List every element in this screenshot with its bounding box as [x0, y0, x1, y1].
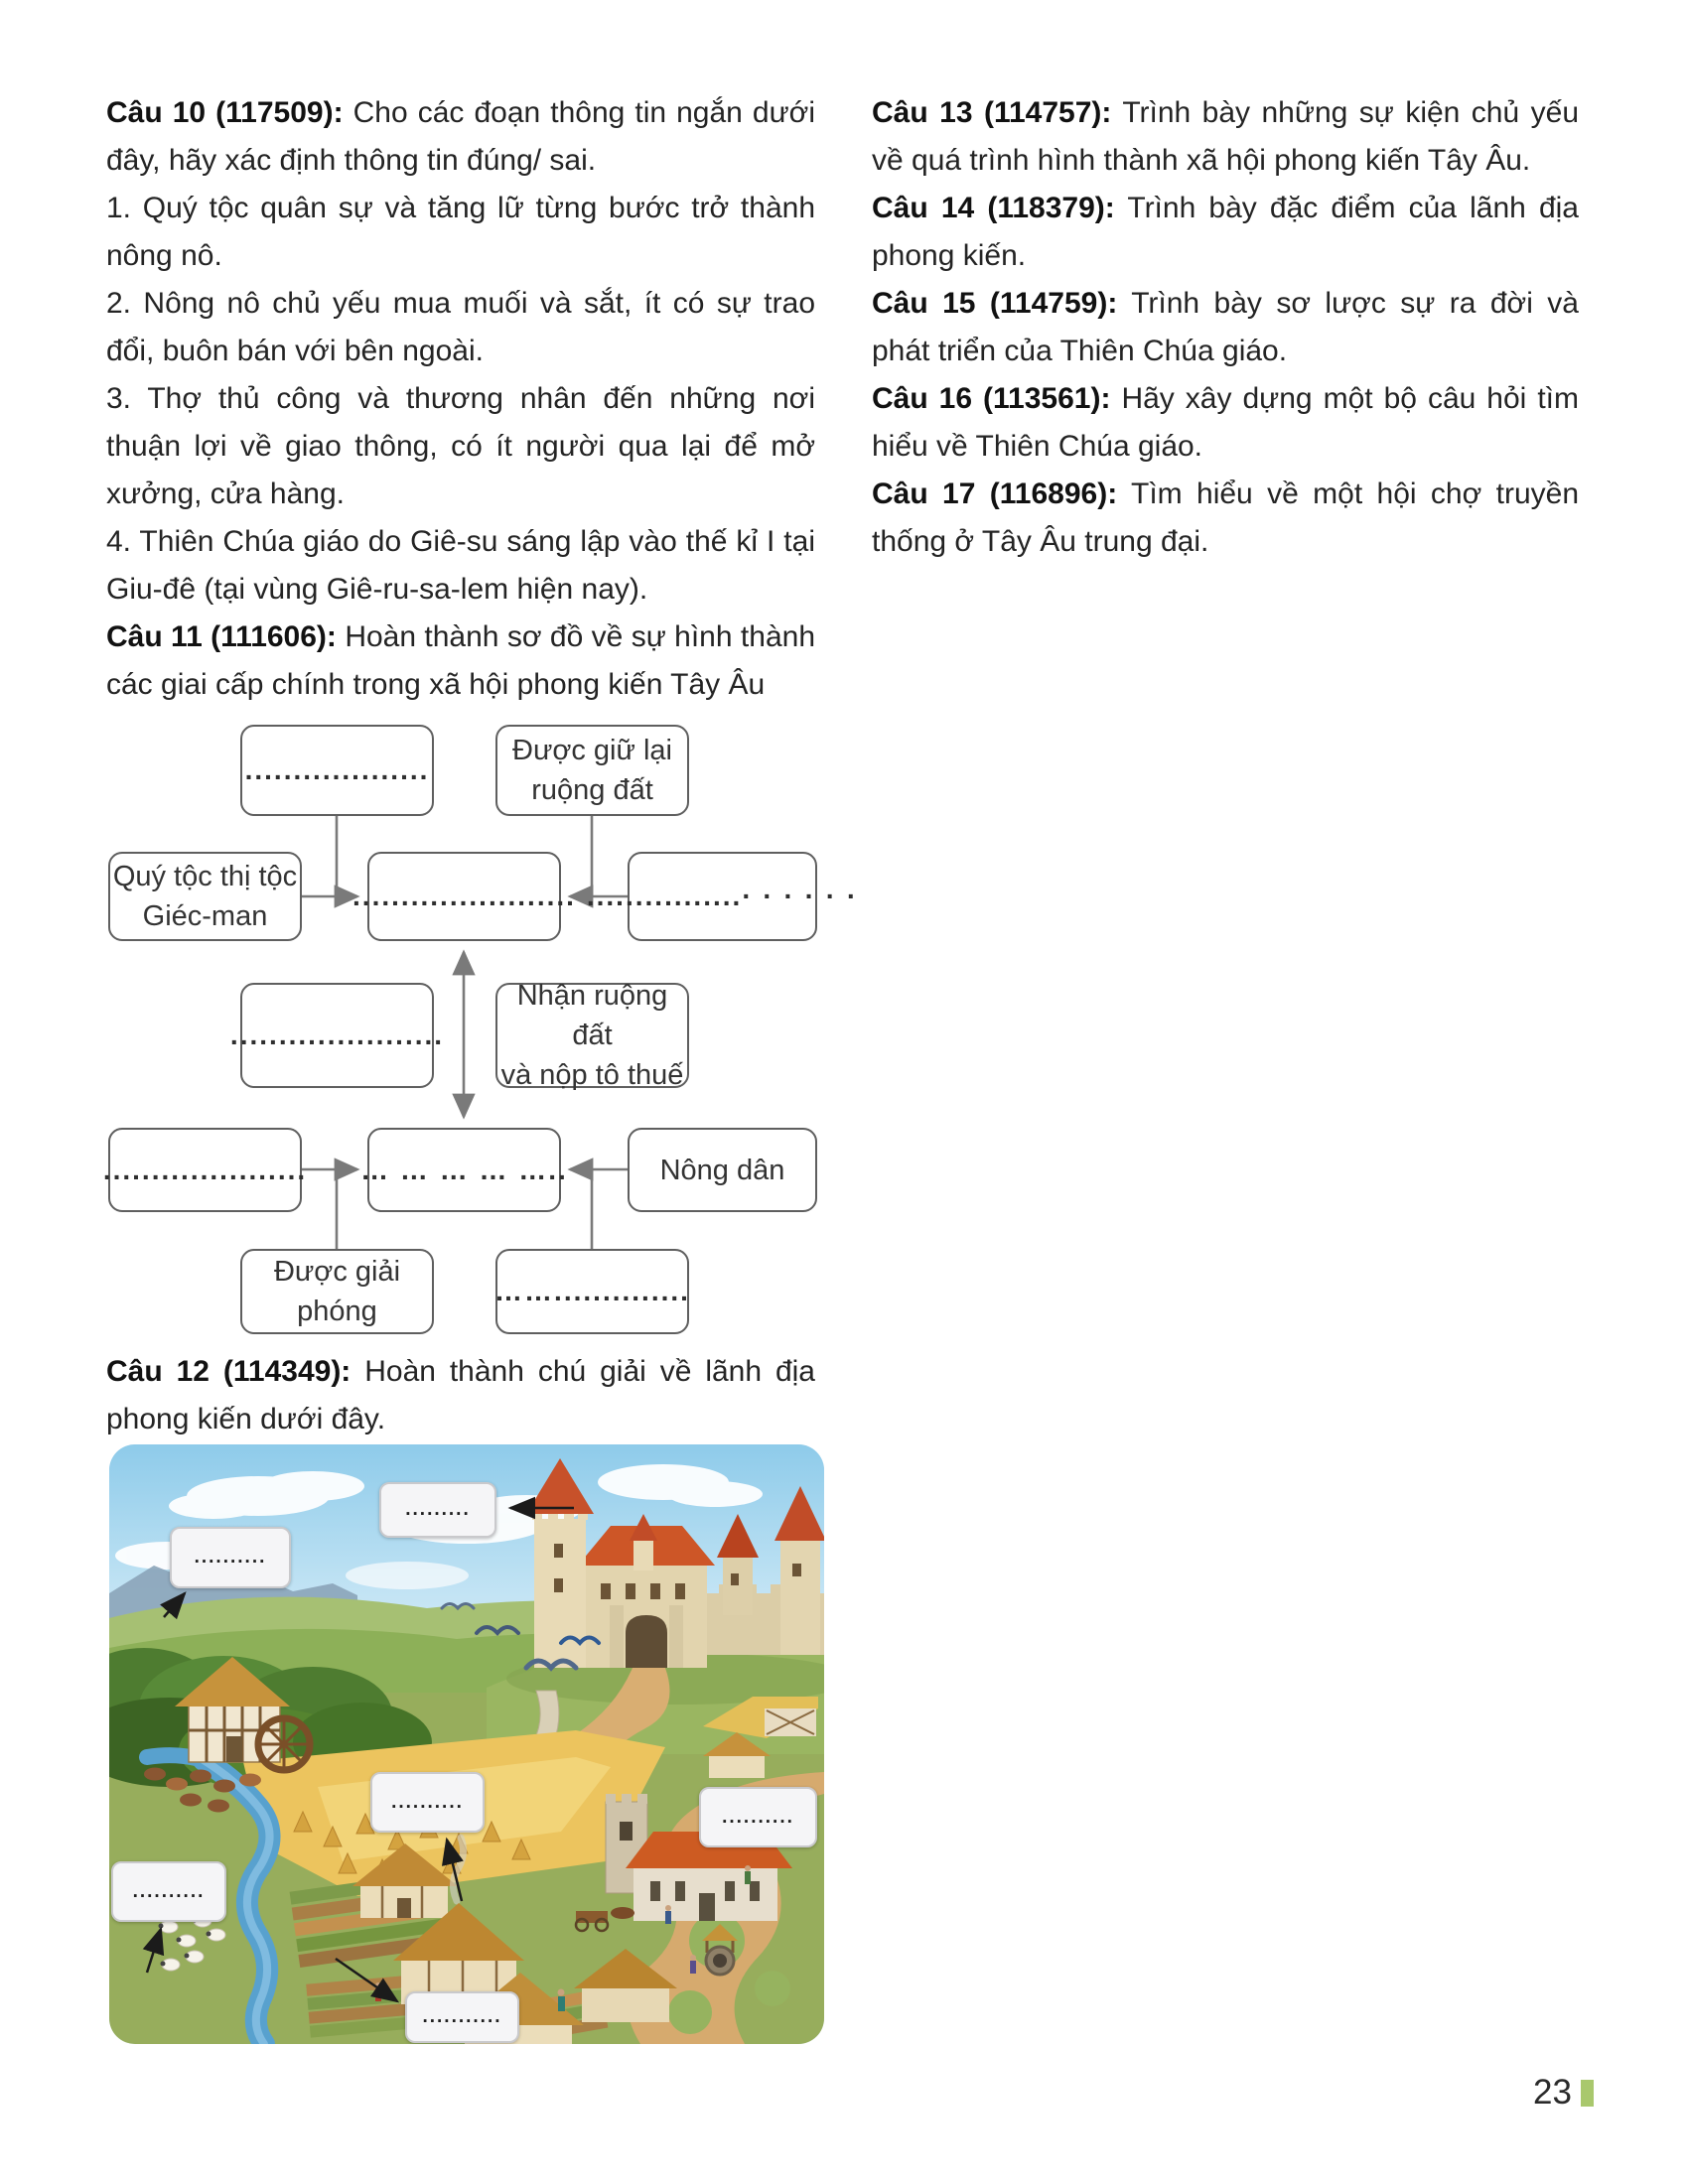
diagram-box-germanic-nobles: Quý tộc thị tộc Giéc-man: [108, 852, 302, 941]
q10-item-2: 2. Nông nô chủ yếu mua muối và sắt, ít có sự trao đổi, buôn bán với bên ngoài.: [106, 287, 815, 367]
question-10-label: Câu 10 (117509):: [106, 96, 344, 129]
question-12-block: [106, 1348, 815, 1443]
diagram-box-midleft-blank: ......................: [240, 983, 434, 1088]
diagram-box-botcenter-blank: … … … … …..: [367, 1128, 561, 1212]
question-11-label: Câu 11 (111606):: [106, 620, 337, 653]
question-14-label: Câu 14 (118379):: [872, 192, 1115, 224]
page-number-marker: [1581, 2080, 1594, 2107]
question-13: [872, 89, 1579, 185]
question-12-text: Hoàn thành chú giải về lãnh địa phong kiến dưới đây.: [106, 1355, 815, 1435]
q10-item-3: 3. Thợ thủ công và thương nhân đến những nơi thuận lợi về giao thông, có ít người qua lại để mở xưởng, cửa hàng.: [106, 382, 815, 510]
diagram-box-top-blank: ...................: [240, 725, 434, 816]
illustration-label-upper-left: ..........: [170, 1527, 291, 1588]
q10-item-1: 1. Quý tộc quân sự và tăng lữ từng bước trở thành nông nô.: [106, 192, 815, 272]
question-16-label: Câu 16 (113561):: [872, 382, 1111, 415]
manor-illustration: [109, 1444, 824, 2044]
question-14-text: Trình bày đặc điểm của lãnh địa phong kiến.: [872, 192, 1579, 272]
question-14: [872, 185, 1579, 280]
question-15-label: Câu 15 (114759):: [872, 287, 1118, 320]
question-16-text: Hãy xây dựng một bộ câu hỏi tìm hiểu về Thiên Chúa giáo.: [872, 382, 1579, 463]
left-column: [106, 89, 815, 709]
question-15: [872, 280, 1579, 375]
diagram-box-botleft-blank: .....................: [108, 1128, 302, 1212]
diagram-box-right-blank: ................· · · · · ·: [628, 852, 817, 941]
page-number-value: 23: [1533, 2073, 1572, 2112]
diagram-box-farmers: Nông dân: [628, 1128, 817, 1212]
q10-item-4: 4. Thiên Chúa giáo do Giê-su sáng lập vào thế kỉ I tại Giu-đê (tại vùng Giê-ru-sa-lem hiện nay).: [106, 525, 815, 606]
question-11: [106, 614, 815, 709]
question-10: [106, 89, 815, 185]
question-17-label: Câu 17 (116896):: [872, 478, 1118, 510]
question-13-text: Trình bày những sự kiện chủ yếu về quá trình hình thành xã hội phong kiến Tây Âu.: [872, 96, 1580, 177]
diagram-box-botright-blank: ……..............: [495, 1249, 689, 1334]
question-10-text: Cho các đoạn thông tin ngắn dưới đây, hãy xác định thông tin đúng/ sai.: [106, 96, 816, 177]
question-12-label: Câu 12 (114349):: [106, 1355, 352, 1388]
question-16: [872, 375, 1579, 471]
question-17: [872, 471, 1579, 566]
illustration-label-right: ..........: [699, 1787, 817, 1847]
class-formation-diagram: [102, 723, 859, 1340]
illustration-label-center: ..........: [370, 1772, 485, 1833]
question-13-label: Câu 13 (114757):: [872, 96, 1112, 129]
diagram-box-center-blank: .......................: [367, 852, 561, 941]
diagram-box-kept-land: Được giữ lại ruộng đất: [495, 725, 689, 816]
illustration-label-bottom: ...........: [405, 1991, 519, 2043]
illustration-label-left: ..........: [111, 1861, 226, 1922]
diagram-box-receive-land: Nhận ruộng đất và nộp tô thuế: [495, 983, 689, 1088]
question-15-text: Trình bày sơ lược sự ra đời và phát triển của Thiên Chúa giáo.: [872, 287, 1579, 367]
question-12: [106, 1348, 815, 1443]
diagram-box-freed: Được giải phóng: [240, 1249, 434, 1334]
page-number: [1533, 2073, 1594, 2113]
question-17-text: Tìm hiểu về một hội chợ truyền thống ở Tây Âu trung đại.: [872, 478, 1580, 558]
question-11-text: Hoàn thành sơ đồ về sự hình thành các giai cấp chính trong xã hội phong kiến Tây Âu: [106, 620, 816, 701]
diagram-connector-lines: [106, 723, 823, 1340]
right-column: [872, 89, 1579, 566]
illustration-label-castle: .........: [379, 1482, 496, 1538]
